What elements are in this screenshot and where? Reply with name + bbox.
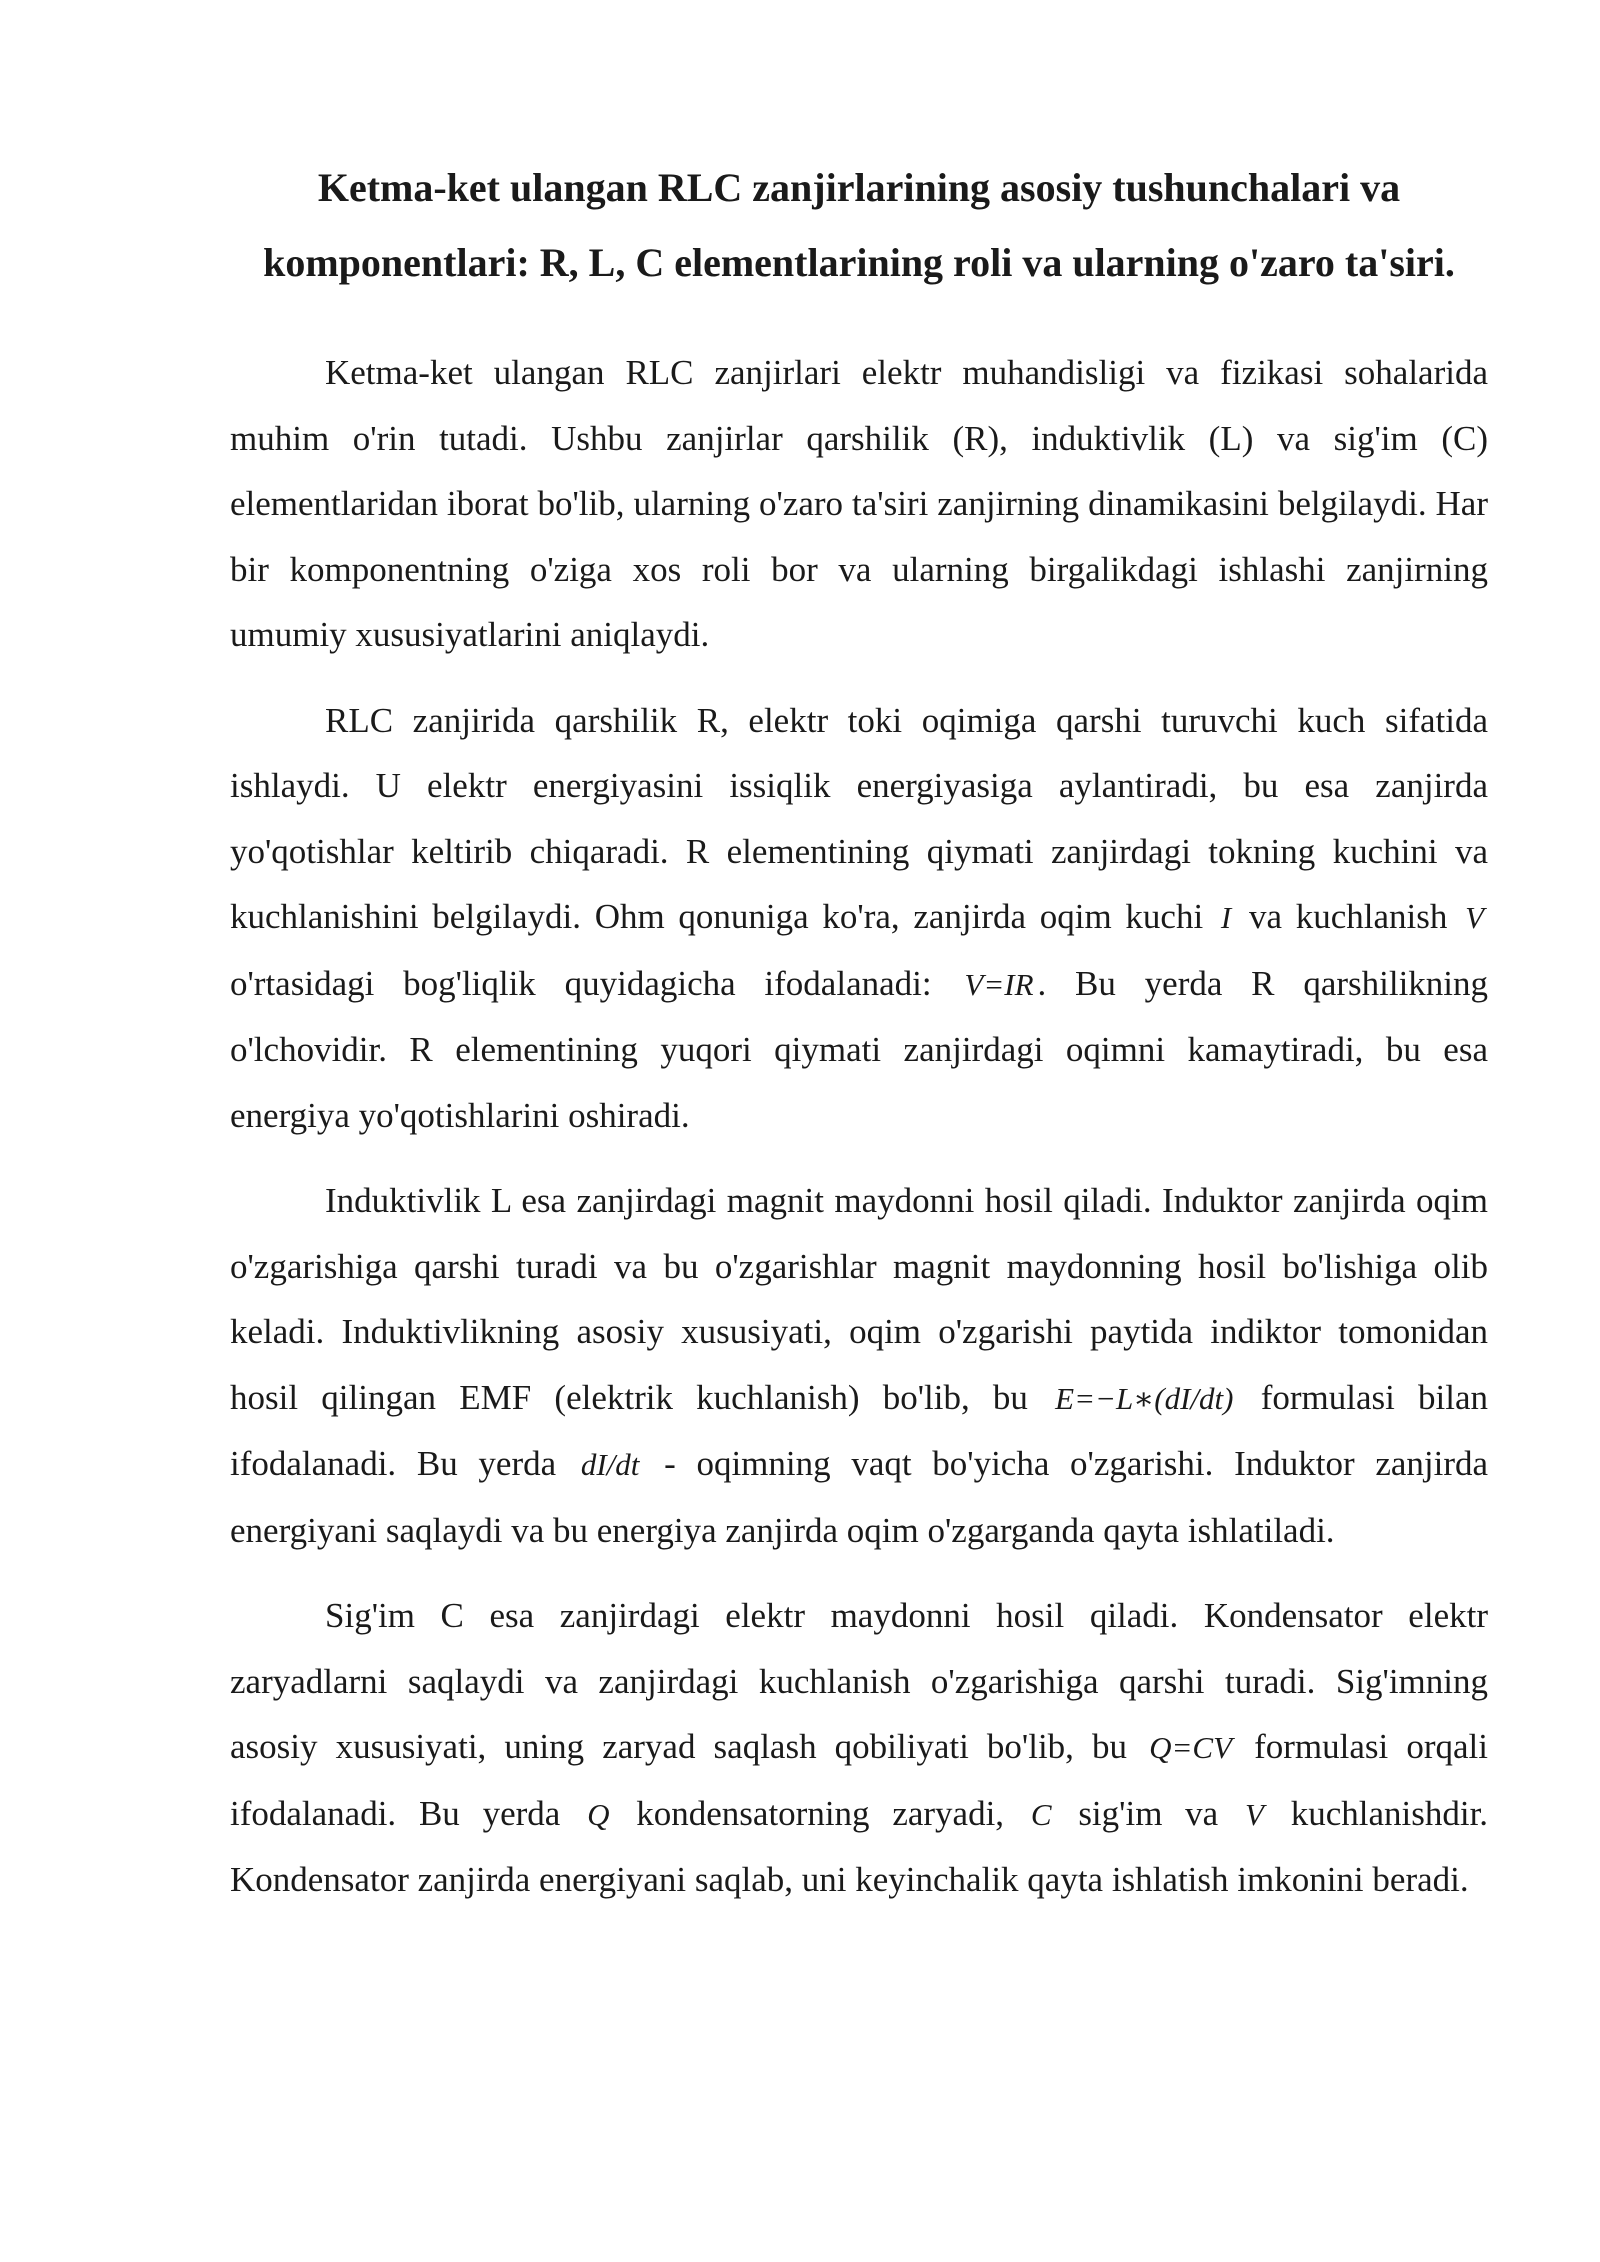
- formula-charge-symbol: Q: [587, 1796, 610, 1832]
- paragraph-text: - oqimning vaqt bo'yicha o'zgarishi. Induktor zanjirda energiyani saqlaydi va bu energiya zanjirda oqim o'zgarganda qayta ishlatiladi.: [230, 1444, 1489, 1550]
- paragraph-text: o'rtasidagi bog'liqlik quyidagicha ifodalanadi:: [230, 963, 932, 1003]
- formula-voltage-symbol: V: [1245, 1796, 1264, 1832]
- paragraph-text: sig'im va: [1078, 1793, 1219, 1833]
- paragraph-text: kuchlanishdir. Kondensator zanjirda energiyani saqlab, uni keyinchalik qayta ishlatish imkonini beradi.: [230, 1793, 1489, 1899]
- paragraph-text: formulasi bilan ifodalanadi. Bu yerda: [230, 1377, 1489, 1483]
- formula-charge: Q=CV: [1149, 1730, 1233, 1765]
- paragraph-text: Ketma-ket ulangan RLC zanjirlari elektr muhandisligi va fizikasi sohalarida muhim o'rin tutadi. Ushbu zanjirlar qarshilik (R), induktivlik (L) va sig'im (C) elementlaridan iborat bo'lib, ularning o'zaro ta'siri zanjirning dinamikasini belgilaydi. Har bir komponentning o'ziga xos roli bor va ularning birgalikdagi ishlashi zanjirning umumiy xususiyatlarini aniqlaydi.: [230, 353, 1488, 654]
- formula-voltage-symbol: V: [1465, 900, 1485, 935]
- paragraph-text: Induktivlik L esa zanjirdagi magnit maydonni hosil qiladi. Induktor zanjirda oqim o'zgarishiga qarshi turadi va bu o'zgarishlar magnit maydonning hosil bo'lishiga olib keladi. Induktivlikning asosiy xususiyati, oqim o'zgarishi paytida indiktor tomonidan hosil qilingan EMF (elektrik kuchlanish) bo'lib, bu: [230, 1181, 1488, 1417]
- paragraph-text: RLC zanjirida qarshilik R, elektr toki oqimiga qarshi turuvchi kuch sifatida ishlaydi. U elektr energiyasini issiqlik energiyasiga aylantiradi, bu esa zanjirda yo'qotishlar keltirib chiqaradi. R elementining qiymati zanjirdagi tokning kuchini va kuchlanishini belgilaydi. Ohm qonuniga ko'ra, zanjirda oqim kuchi: [230, 700, 1488, 936]
- paragraph-capacitance: [230, 1583, 1488, 1913]
- document-title: Ketma-ket ulangan RLC zanjirlarining asosiy tushunchalari va komponentlari: R, L, C elementlarining roli va ularning o'zaro ta'siri.: [263, 165, 1455, 285]
- formula-current-symbol: I: [1220, 900, 1232, 935]
- formula-capacitance-symbol: C: [1030, 1796, 1052, 1832]
- formula-current-rate: dI/dt: [580, 1447, 640, 1482]
- paragraph-text: va kuchlanish: [1248, 897, 1448, 936]
- formula-emf: E=−L∗(dI/dt): [1055, 1380, 1234, 1416]
- paragraph-text: Sig'im C esa zanjirdagi elektr maydonni hosil qiladi. Kondensator elektr zaryadlarni saqlaydi va zanjirdagi kuchlanish o'zgarishiga qarshi turadi. Sig'imning asosiy xususiyati, uning zaryad saqlash qobiliyati bo'lib, bu: [230, 1596, 1488, 1766]
- paragraph-intro: [230, 340, 1488, 668]
- paragraph-inductance: [230, 1168, 1488, 1563]
- document-page: [230, 150, 1488, 1933]
- paragraph-text: kondensatorning zaryadi,: [636, 1793, 1005, 1833]
- paragraph-resistance: [230, 688, 1488, 1149]
- paragraph-text: . Bu yerda R qarshilikning o'lchovidir. R elementining yuqori qiymati zanjirdagi oqimni kamaytiradi, bu esa energiya yo'qotishlarini oshiradi.: [230, 963, 1489, 1135]
- formula-ohms-law: V=IR: [964, 966, 1034, 1002]
- paragraph-text: formulasi orqali ifodalanadi. Bu yerda: [230, 1727, 1488, 1833]
